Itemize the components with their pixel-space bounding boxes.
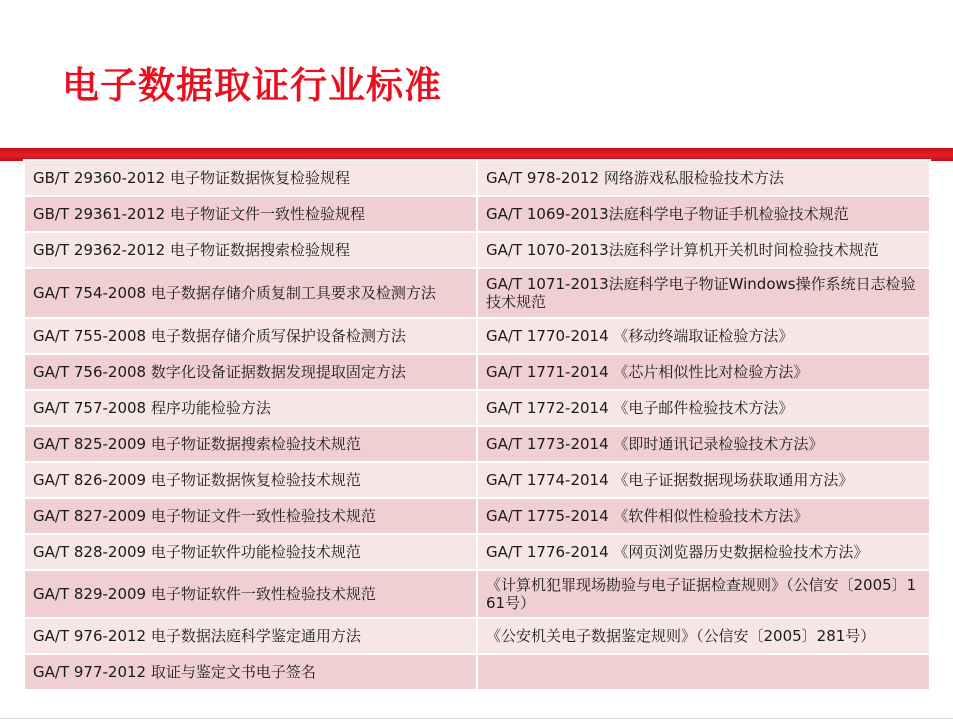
table-row [24,390,930,426]
standard-cell-right: 《计算机犯罪现场勘验与电子证据检查规则》（公信安〔2005〕161号） [477,570,930,618]
standard-cell-right: GA/T 1071-2013法庭科学电子物证Windows操作系统日志检验技术规范 [477,268,930,318]
table-row [24,570,930,618]
standard-cell-right: GA/T 1772-2014 《电子邮件检验技术方法》 [477,390,930,426]
standard-cell-left: GA/T 754-2008 电子数据存储介质复制工具要求及检测方法 [24,268,477,318]
standards-table [23,159,931,691]
standard-cell-right: 《公安机关电子数据鉴定规则》（公信安〔2005〕281号） [477,618,930,654]
standard-cell-left: GA/T 827-2009 电子物证文件一致性检验技术规范 [24,498,477,534]
standard-cell-left: GA/T 826-2009 电子物证数据恢复检验技术规范 [24,462,477,498]
standard-cell-right: GA/T 1070-2013法庭科学计算机开关机时间检验技术规范 [477,232,930,268]
table-row [24,498,930,534]
standard-cell-left: GA/T 977-2012 取证与鉴定文书电子签名 [24,654,477,690]
standard-cell-right: GA/T 1774-2014 《电子证据数据现场获取通用方法》 [477,462,930,498]
standard-cell-right: GA/T 1069-2013法庭科学电子物证手机检验技术规范 [477,196,930,232]
standard-cell-left: GB/T 29362-2012 电子物证数据搜索检验规程 [24,232,477,268]
standard-cell-right: GA/T 1776-2014 《网页浏览器历史数据检验技术方法》 [477,534,930,570]
table-row [24,196,930,232]
standard-cell-right: GA/T 1773-2014 《即时通讯记录检验技术方法》 [477,426,930,462]
standard-cell-right: GA/T 1775-2014 《软件相似性检验技术方法》 [477,498,930,534]
table-row [24,618,930,654]
standard-cell-right: GA/T 978-2012 网络游戏私服检验技术方法 [477,160,930,196]
standard-cell-left: GA/T 755-2008 电子数据存储介质写保护设备检测方法 [24,318,477,354]
table-row [24,462,930,498]
standard-cell-right: GA/T 1771-2014 《芯片相似性比对检验方法》 [477,354,930,390]
slide-title: 电子数据取证行业标准 [62,64,442,107]
standard-cell-left: GB/T 29360-2012 电子物证数据恢复检验规程 [24,160,477,196]
standard-cell-left: GA/T 976-2012 电子数据法庭科学鉴定通用方法 [24,618,477,654]
table-row [24,534,930,570]
table-row [24,654,930,690]
table-row [24,160,930,196]
standard-cell-left: GA/T 757-2008 程序功能检验方法 [24,390,477,426]
bottom-divider [0,718,953,719]
standard-cell-left: GA/T 828-2009 电子物证软件功能检验技术规范 [24,534,477,570]
standard-cell-left: GA/T 829-2009 电子物证软件一致性检验技术规范 [24,570,477,618]
standard-cell-left: GA/T 825-2009 电子物证数据搜索检验技术规范 [24,426,477,462]
standard-cell-right [477,654,930,690]
table-row [24,354,930,390]
table-row [24,318,930,354]
table-row [24,268,930,318]
standard-cell-left: GB/T 29361-2012 电子物证文件一致性检验规程 [24,196,477,232]
standard-cell-right: GA/T 1770-2014 《移动终端取证检验方法》 [477,318,930,354]
table-row [24,426,930,462]
table-row [24,232,930,268]
standard-cell-left: GA/T 756-2008 数字化设备证据数据发现提取固定方法 [24,354,477,390]
